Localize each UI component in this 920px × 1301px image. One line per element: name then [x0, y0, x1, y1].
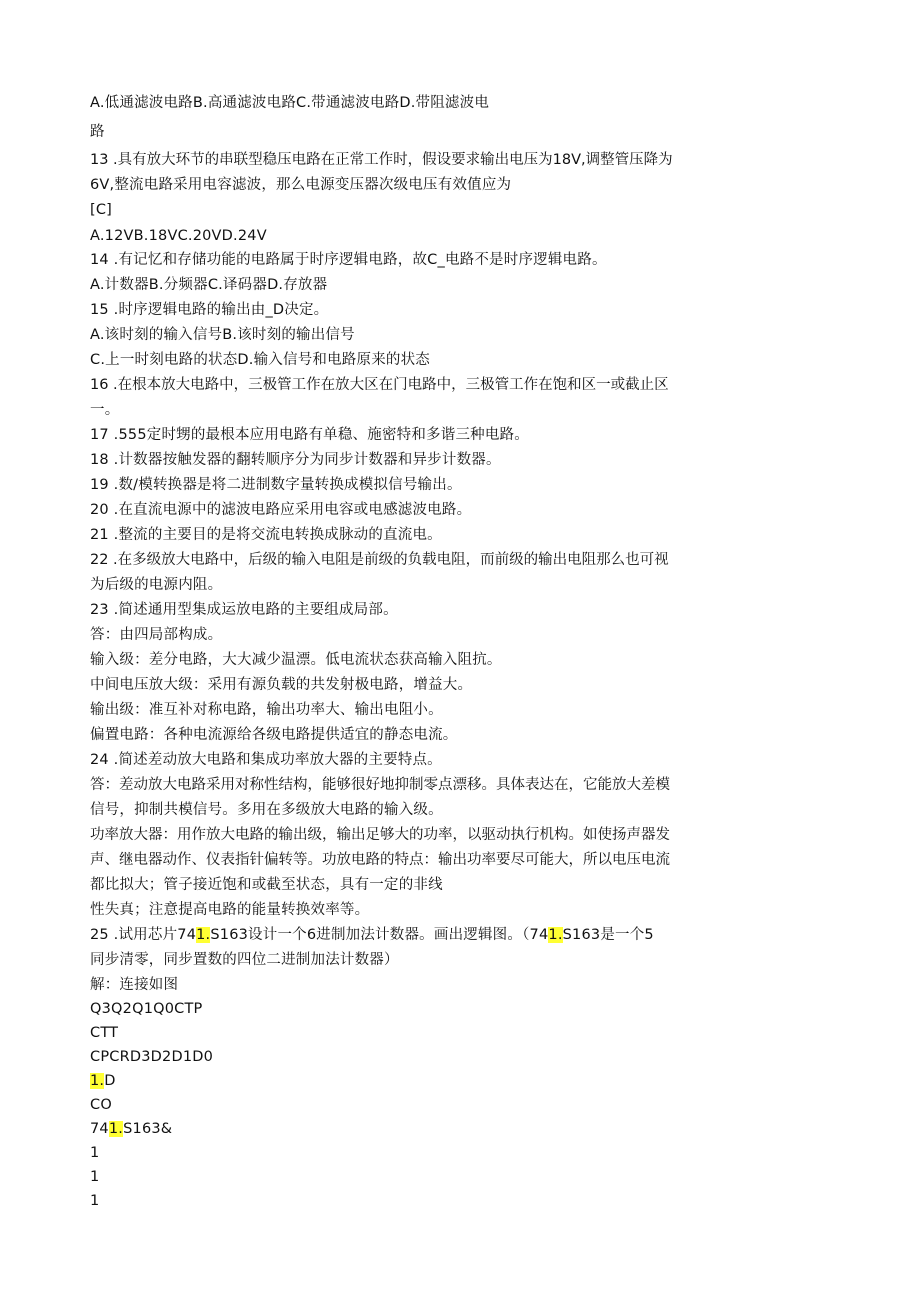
diagram-label-ctt: CTT [90, 1025, 119, 1041]
answer-23-middle-stage: 中间电压放大级：采用有源负载的共发射极电路，增益大。 [90, 677, 473, 693]
question-14: 14 .有记忆和存储功能的电路属于时序逻辑电路，故C_电路不是时序逻辑电路。 [90, 252, 607, 268]
diagram-label-ld [90, 1072, 116, 1090]
diagram-label-chip-c: S163& [123, 1121, 173, 1137]
question-20: 20 .在直流电源中的滤波电路应采用电容或电感滤波电路。 [90, 502, 472, 518]
question-16-cont: 一。 [90, 402, 120, 418]
answer-23-input-stage: 输入级：差分电路，大大减少温漂。低电流状态获高输入阻抗。 [90, 652, 502, 668]
answer-23: 答：由四局部构成。 [90, 627, 223, 643]
option-line-q12-cont: 路 [90, 124, 105, 140]
answer-24-power-amp: 功率放大器：用作放大电路的输出级，输出足够大的功率，以驱动执行机构。如使扬声器发 [90, 827, 670, 843]
diagram-label-outputs: Q3Q2Q1Q0CTP [90, 1001, 203, 1017]
question-21: 21 .整流的主要目的是将交流电转换成脉动的直流电。 [90, 527, 442, 543]
diagram-label-inputs: CPCRD3D2D1D0 [90, 1049, 214, 1065]
answer-23-output-stage: 输出级：准互补对称电路，输出功率大、输出电阻小。 [90, 702, 443, 718]
question-22-cont: 为后级的电源内阻。 [90, 577, 223, 593]
question-25-text-e: S163是一个5 [562, 927, 654, 943]
diagram-label-one: 1 [90, 1169, 100, 1185]
options-15-b: C.上一时刻电路的状态D.输入信号和电路原来的状态 [90, 352, 431, 368]
answer-24-power-amp-cont3: 性失真；注意提高电路的能量转换效率等。 [90, 902, 370, 918]
question-25 [90, 926, 654, 944]
question-13: 13 .具有放大环节的串联型稳压电路在正常工作时，假设要求输出电压为18V,调整管压降为 [90, 152, 673, 168]
answer-24-power-amp-cont2: 都比拟大；管子接近饱和或截至状态，具有一定的非线 [90, 877, 443, 893]
answer-24-cont: 信号，抑制共模信号。多用在多级放大电路的输入级。 [90, 802, 443, 818]
diagram-label-one: 1 [90, 1193, 100, 1209]
question-25-cont: 同步清零，同步置数的四位二进制加法计数器） [90, 952, 399, 968]
question-13-cont: 6V,整流电路采用电容滤波，那么电源变压器次级电压有效值应为 [90, 177, 512, 193]
highlight-mark: 1. [90, 1073, 105, 1089]
question-23: 23 .简述通用型集成运放电路的主要组成局部。 [90, 602, 398, 618]
answer-13: [C] [90, 202, 113, 218]
solution-25: 解：连接如图 [90, 977, 179, 993]
question-16: 16 .在根本放大电路中，三极管工作在放大区在门电路中，三极管工作在饱和区一或截止区 [90, 377, 669, 393]
options-13: A.12VB.18VC.20VD.24V [90, 228, 267, 244]
answer-23-bias: 偏置电路：各种电流源给各级电路提供适宜的静态电流。 [90, 727, 458, 743]
highlight-mark: 1. [548, 927, 563, 943]
question-15: 15 .时序逻辑电路的输出由_D决定。 [90, 302, 329, 318]
question-24: 24 .简述差动放大电路和集成功率放大器的主要特点。 [90, 752, 442, 768]
question-19: 19 .数/模转换器是将二进制数字量转换成模拟信号输出。 [90, 477, 462, 493]
options-15-a: A.该时刻的输入信号B.该时刻的输出信号 [90, 327, 355, 343]
diagram-label-chip [90, 1120, 172, 1138]
option-line-q12: A.低通滤波电路B.高通滤波电路C.带通滤波电路D.带阻滤波电 [90, 95, 490, 111]
diagram-label-chip-a: 74 [90, 1121, 109, 1137]
answer-24: 答：差动放大电路采用对称性结构，能够很好地抑制零点漂移。具体表达在，它能放大差模 [90, 777, 670, 793]
options-14: A.计数器B.分频器C.译码器D.存放器 [90, 277, 328, 293]
question-17: 17 .555定时甥的最根本应用电路有单稳、施密特和多谐三种电路。 [90, 427, 529, 443]
question-18: 18 .计数器按触发器的翻转顺序分为同步计数器和异步计数器。 [90, 452, 501, 468]
diagram-label-one: 1 [90, 1145, 100, 1161]
diagram-label-co: CO [90, 1097, 112, 1113]
question-25-text-c: S163设计一个6进制加法计数器。画出逻辑图。（74 [210, 927, 549, 943]
highlight-mark: 1. [108, 1121, 124, 1137]
highlight-mark: 1. [196, 927, 211, 943]
answer-24-power-amp-cont: 声、继电器动作、仪表指针偏转等。功放电路的特点：输出功率要尽可能大，所以电压电流 [90, 852, 670, 868]
diagram-label-ld-text: D [104, 1073, 116, 1089]
question-25-text-a: 25 .试用芯片74 [90, 927, 197, 943]
question-22: 22 .在多级放大电路中，后级的输入电阻是前级的负载电阻，而前级的输出电阻那么也可视 [90, 552, 669, 568]
